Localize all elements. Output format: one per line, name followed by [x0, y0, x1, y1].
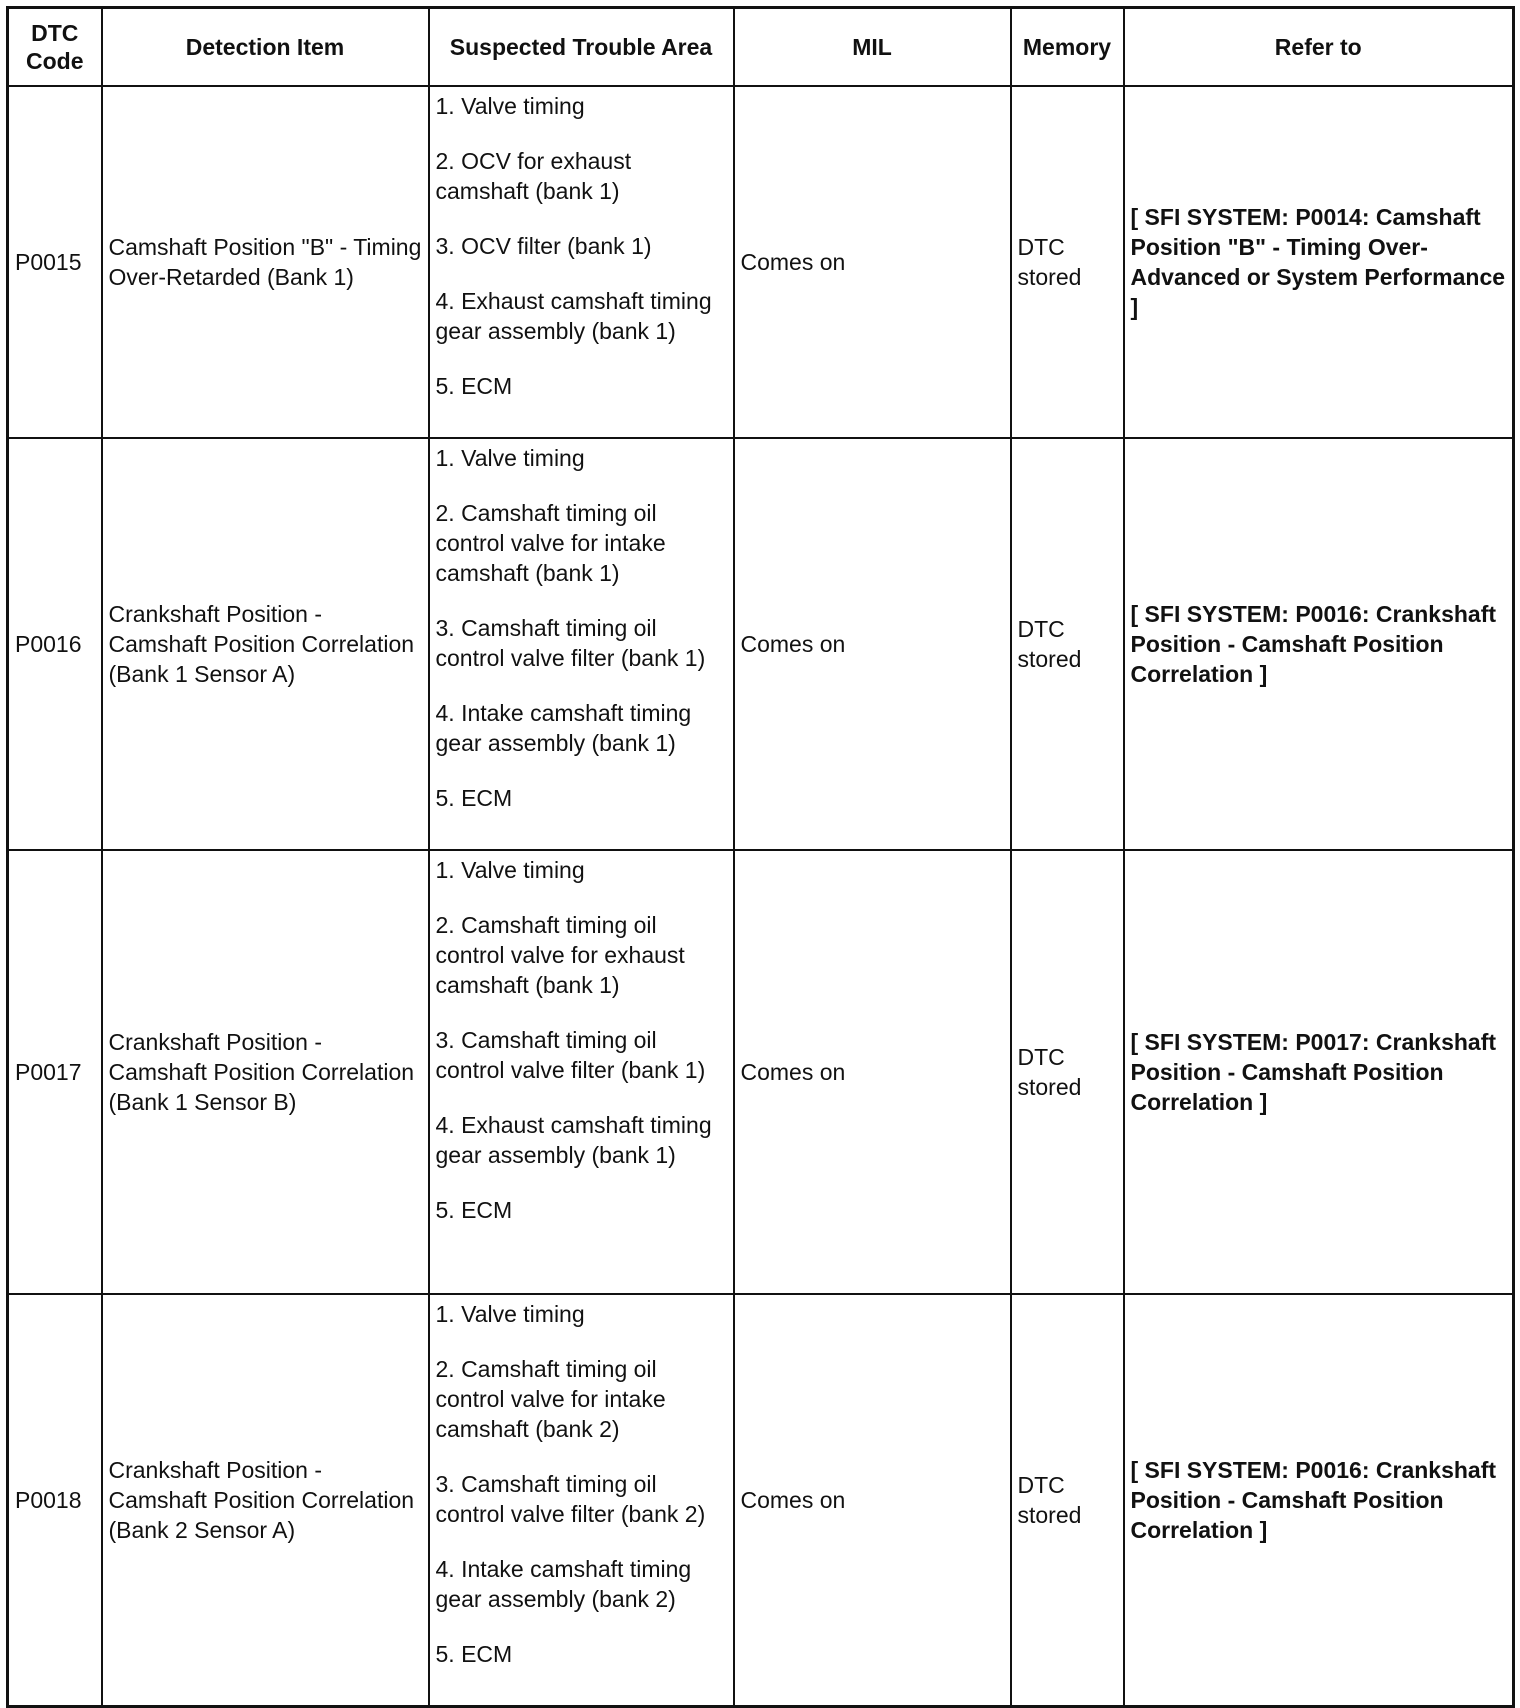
- header-mil: MIL: [734, 8, 1011, 87]
- dtc-code-cell: P0015: [8, 86, 102, 438]
- header-suspected-trouble-area: Suspected Trouble Area: [429, 8, 734, 87]
- detection-item-cell: Crankshaft Position - Camshaft Position Correlation (Bank 1 Sensor B): [102, 850, 429, 1294]
- trouble-list-item: 5. ECM: [435, 785, 513, 811]
- refer-to-cell: [ SFI SYSTEM: P0016: Crankshaft Position - Camshaft Position Correlation ]: [1124, 438, 1514, 850]
- trouble-list-item: 3. Camshaft timing oil control valve filter (bank 2): [435, 1471, 706, 1527]
- detection-item-cell: Camshaft Position "B" - Timing Over-Retarded (Bank 1): [102, 86, 429, 438]
- refer-to-cell: [ SFI SYSTEM: P0016: Crankshaft Position - Camshaft Position Correlation ]: [1124, 1294, 1514, 1706]
- header-row: [8, 8, 1514, 87]
- suspected-trouble-cell: [429, 1294, 734, 1706]
- dtc-code-cell: P0018: [8, 1294, 102, 1706]
- trouble-list-item: 3. Camshaft timing oil control valve filter (bank 1): [435, 1027, 706, 1083]
- table-row: [8, 850, 1514, 1294]
- table-row: [8, 86, 1514, 438]
- table-row: [8, 1294, 1514, 1706]
- detection-item-cell: Crankshaft Position - Camshaft Position Correlation (Bank 2 Sensor A): [102, 1294, 429, 1706]
- trouble-list-item: 1. Valve timing: [435, 445, 585, 471]
- mil-cell: Comes on: [734, 86, 1011, 438]
- table-row: [8, 438, 1514, 850]
- memory-cell: DTC stored: [1011, 86, 1124, 438]
- refer-to-cell: [ SFI SYSTEM: P0017: Crankshaft Position - Camshaft Position Correlation ]: [1124, 850, 1514, 1294]
- trouble-list-item: 5. ECM: [435, 373, 513, 399]
- header-detection-item: Detection Item: [102, 8, 429, 87]
- trouble-list-item: 2. Camshaft timing oil control valve for intake camshaft (bank 1): [435, 500, 666, 586]
- trouble-list-item: 2. OCV for exhaust camshaft (bank 1): [435, 148, 632, 204]
- detection-item-cell: Crankshaft Position - Camshaft Position Correlation (Bank 1 Sensor A): [102, 438, 429, 850]
- dtc-table: [6, 6, 1515, 1708]
- trouble-list-item: 1. Valve timing: [435, 1301, 585, 1327]
- suspected-trouble-cell: [429, 850, 734, 1294]
- header-memory: Memory: [1011, 8, 1124, 87]
- memory-cell: DTC stored: [1011, 1294, 1124, 1706]
- suspected-trouble-cell: [429, 438, 734, 850]
- trouble-list-item: 3. Camshaft timing oil control valve filter (bank 1): [435, 615, 706, 671]
- dtc-table-container: [6, 6, 1512, 1696]
- suspected-trouble-cell: [429, 86, 734, 438]
- refer-to-cell: [ SFI SYSTEM: P0014: Camshaft Position "B" - Timing Over-Advanced or System Performance ]: [1124, 86, 1514, 438]
- trouble-list-item: 5. ECM: [435, 1197, 513, 1223]
- header-refer-to: Refer to: [1124, 8, 1514, 87]
- trouble-list-item: 1. Valve timing: [435, 93, 585, 119]
- dtc-code-cell: P0016: [8, 438, 102, 850]
- memory-cell: DTC stored: [1011, 850, 1124, 1294]
- trouble-list-item: 1. Valve timing: [435, 857, 585, 883]
- trouble-list-item: 2. Camshaft timing oil control valve for exhaust camshaft (bank 1): [435, 912, 685, 998]
- mil-cell: Comes on: [734, 850, 1011, 1294]
- trouble-list-item: 4. Intake camshaft timing gear assembly (bank 1): [435, 700, 692, 756]
- trouble-list-item: 4. Intake camshaft timing gear assembly (bank 2): [435, 1556, 692, 1612]
- mil-cell: Comes on: [734, 1294, 1011, 1706]
- trouble-list-item: 5. ECM: [435, 1641, 513, 1667]
- trouble-list-item: 3. OCV filter (bank 1): [435, 233, 652, 259]
- header-dtc-code: DTC Code: [8, 8, 102, 87]
- mil-cell: Comes on: [734, 438, 1011, 850]
- trouble-list-item: 4. Exhaust camshaft timing gear assembly (bank 1): [435, 1112, 712, 1168]
- trouble-list-item: 2. Camshaft timing oil control valve for intake camshaft (bank 2): [435, 1356, 666, 1442]
- dtc-code-cell: P0017: [8, 850, 102, 1294]
- memory-cell: DTC stored: [1011, 438, 1124, 850]
- trouble-list-item: 4. Exhaust camshaft timing gear assembly (bank 1): [435, 288, 712, 344]
